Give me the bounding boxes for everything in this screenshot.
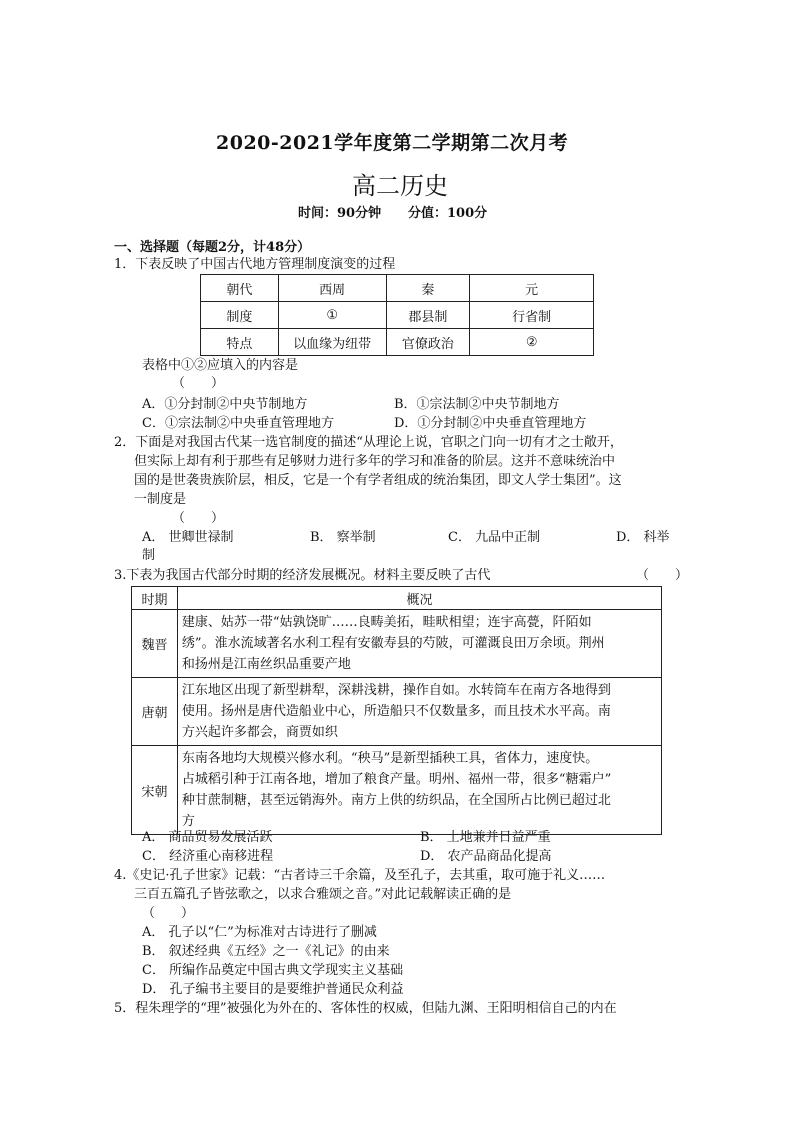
q4-answer-paren: （ ） (142, 906, 195, 921)
table-cell: 元 (470, 275, 594, 302)
q4-option-b: B． 叙述经典《五经》之一《礼记》的由来 (142, 944, 390, 959)
table-row (132, 610, 662, 678)
q4-line: 三百五篇孔子皆弦歌之，以求合雅颂之音。”对此记载解读正确的是 (134, 887, 512, 902)
description-line: 和扬州是江南丝织品重要产地 (181, 657, 351, 672)
q2-option-c: C． 九品中正制 (448, 530, 541, 545)
q4-option-d: D． 孔子编书主要目的是要维护普通民众利益 (142, 982, 404, 997)
q3-option-b: B． 土地兼并日益严重 (420, 830, 551, 845)
q2-line: 但实际上却有利于那些有足够财力进行多年的学习和准备的阶层。这并不意味统治中 (134, 454, 616, 469)
q1-table (200, 274, 594, 356)
table-cell: 秦 (386, 275, 470, 302)
description-cell (177, 678, 661, 746)
q3-answer-paren: （ ） (636, 568, 689, 583)
description-line: 种甘蔗制糖，甚至远销海外。南方上供的纺织品，在全国所占比例已超过北 (181, 793, 611, 808)
q3-table (131, 586, 662, 835)
q4-line: 4.《史记·孔子世家》记载：“古者诗三千余篇，及至孔子，去其重，取可施于礼义…… (114, 868, 606, 883)
q2-option-d-continued: 制 (142, 548, 156, 563)
table-cell: 特点 (201, 329, 279, 356)
description-line: 绣”。淮水流域著名水利工程有安徽寿县的芍陂，可灌溉良田万余顷。荆州 (181, 636, 605, 651)
q1-option-d: D．①分封制②中央垂直管理地方 (394, 416, 587, 431)
subject-title: 高二历史 (352, 172, 448, 200)
time-label: 时间：90分钟 (298, 206, 382, 221)
q5-line: 5．程朱理学的“理”被强化为外在的、客体性的权威，但陆九渊、王阳明相信自己的内在 (114, 1001, 617, 1016)
period-cell: 魏晋 (132, 610, 178, 678)
q1-ask: 表格中①②应填入的内容是 (142, 358, 299, 373)
exam-title: 2020-2021学年度第二学期第二次月考 (216, 132, 569, 154)
q2-option-a: A． 世卿世禄制 (142, 530, 234, 545)
table-row (201, 329, 594, 356)
column-header: 时期 (132, 587, 178, 610)
score-label: 分值：100分 (408, 206, 488, 221)
table-row (201, 275, 594, 302)
description-cell (177, 746, 661, 835)
period-cell: 宋朝 (132, 746, 178, 835)
table-cell: 官僚政治 (386, 329, 470, 356)
description-cell (177, 610, 661, 678)
table-row (132, 678, 662, 746)
table-cell: 制度 (201, 302, 279, 329)
q3-stem: 3.下表为我国古代部分时期的经济发展概况。材料主要反映了古代 (114, 568, 491, 583)
table-cell: 西周 (278, 275, 386, 302)
table-cell: 郡县制 (386, 302, 470, 329)
description-line: 使用。扬州是唐代造船业中心，所造船只不仅数量多，而且技术水平高。南 (181, 704, 611, 719)
q1-answer-paren: （ ） (172, 376, 225, 391)
section-heading: 一、选择题（每题2分，计48分） (114, 240, 311, 255)
description-line: 方兴起许多都会，商贾如织 (181, 725, 338, 740)
description-line: 占城稻引种于江南各地，增加了粮食产量。明州、福州一带，很多“糖霜户” (181, 772, 612, 787)
column-header: 概况 (177, 587, 661, 610)
q2-line: 2．下面是对我国古代某一选官制度的描述“从理论上说，官职之门向一切有才之士敞开， (114, 435, 623, 450)
q3-option-a: A． 商品贸易发展活跃 (142, 830, 273, 845)
q3-option-d: D． 农产品商品化提高 (420, 849, 552, 864)
q1-option-b: B．①宗法制②中央节制地方 (394, 397, 560, 412)
description-line: 建康、姑苏一带“姑孰饶旷……良畴美拓，畦畎相望；连宇高甍，阡陌如 (181, 615, 592, 630)
q2-answer-paren: （ ） (172, 511, 225, 526)
q2-option-d: D． 科举 (616, 530, 670, 545)
table-cell: ② (470, 329, 594, 356)
q1-option-a: A．①分封制②中央节制地方 (142, 397, 308, 412)
table-header-row (132, 587, 662, 610)
q2-option-b: B． 察举制 (310, 530, 376, 545)
q4-option-c: C． 所编作品奠定中国古典文学现实主义基础 (142, 963, 404, 978)
description-line: 江东地区出现了新型耕犁，深耕浅耕，操作自如。水转筒车在南方各地得到 (181, 683, 611, 698)
description-line: 东南各地均大规模兴修水利。“秧马”是新型插秧工具，省体力，速度快。 (181, 751, 599, 766)
table-row (201, 302, 594, 329)
q2-line: 一制度是 (134, 492, 187, 507)
q4-option-a: A． 孔子以“仁”为标准对古诗进行了删减 (142, 925, 377, 940)
period-cell: 唐朝 (132, 678, 178, 746)
table-row (132, 746, 662, 835)
table-cell: 行省制 (470, 302, 594, 329)
q2-line: 国的是世袭贵族阶层，相反，它是一个有学者组成的统治集团，即文人学士集团”。这 (134, 473, 622, 488)
table-cell: 朝代 (201, 275, 279, 302)
q1-stem: 1．下表反映了中国古代地方管理制度演变的过程 (114, 257, 396, 272)
table-cell: 以血缘为纽带 (278, 329, 386, 356)
q1-option-c: C．①宗法制②中央垂直管理地方 (142, 416, 334, 431)
q3-option-c: C． 经济重心南移进程 (142, 849, 274, 864)
table-cell: ① (278, 302, 386, 329)
description-line: 方 (181, 814, 195, 829)
